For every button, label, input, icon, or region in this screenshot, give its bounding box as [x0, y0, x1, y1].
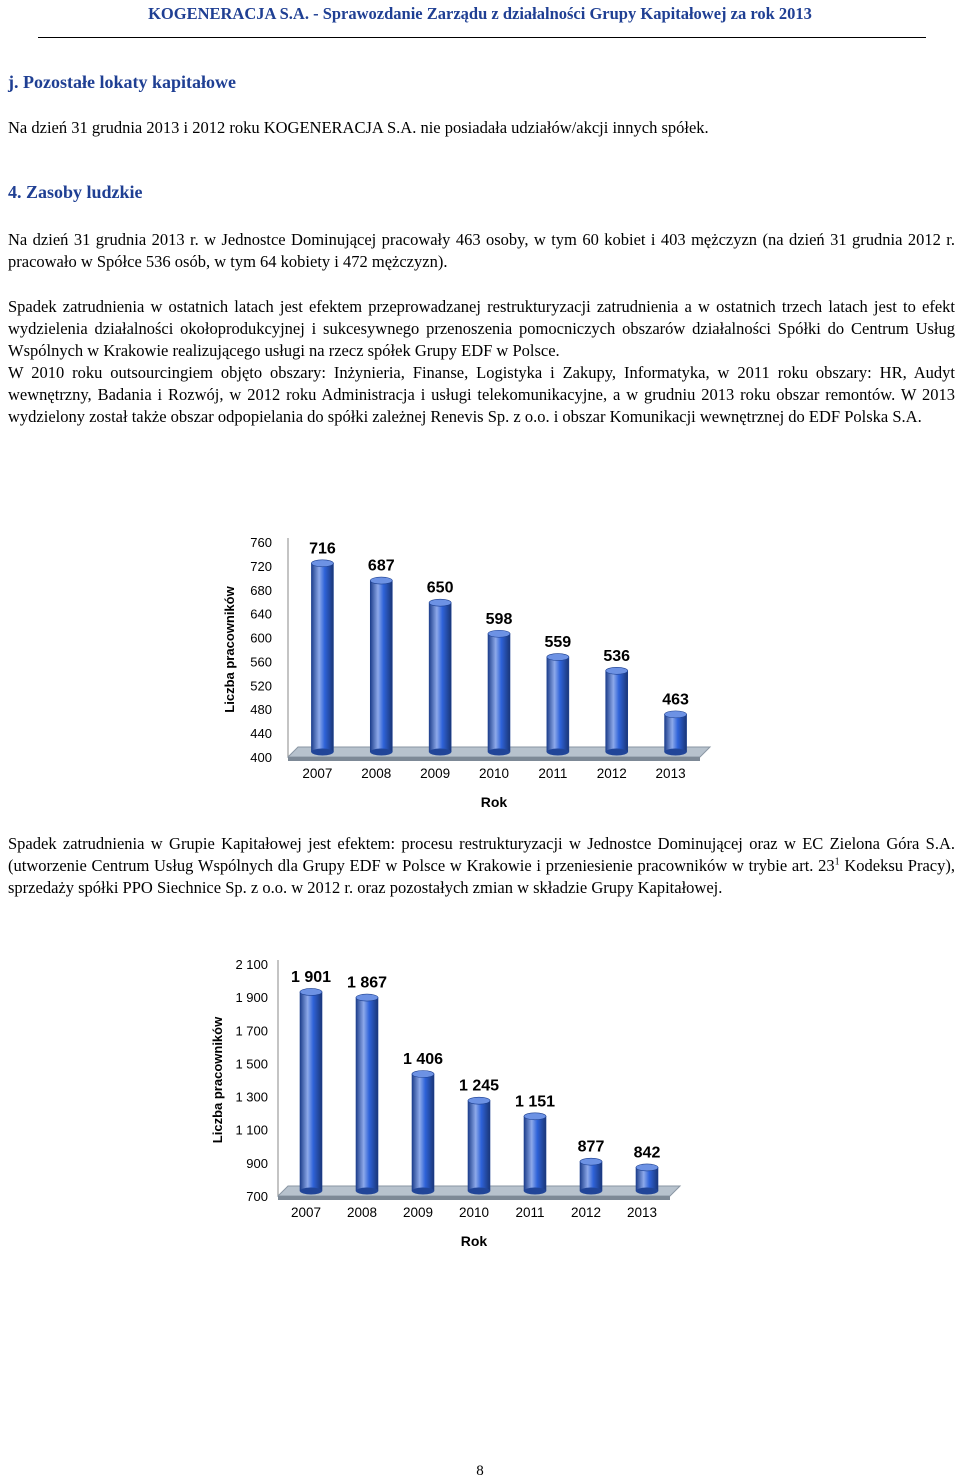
bar	[356, 998, 378, 1191]
x-tick-label: 2010	[458, 1205, 490, 1220]
bar-base	[356, 1188, 378, 1195]
bar	[370, 581, 392, 752]
data-label: 559	[544, 634, 572, 652]
x-tick-label: 2013	[655, 766, 686, 781]
data-label: 1 867	[346, 974, 388, 992]
x-tick-label: 2009	[402, 1205, 434, 1220]
article-superscript: 1	[834, 856, 840, 868]
y-tick-label: 640	[250, 606, 272, 622]
y-tick-label: 480	[250, 702, 272, 718]
bar-top	[636, 1164, 658, 1171]
bar-base	[547, 749, 569, 756]
group-decline-text-a: Spadek zatrudnienia w Grupie Kapitałowej jest efektem: procesu restrukturyzacji w Jednostce Dominującej oraz w EC Zielona Góra S.A. (utworzenie Centrum Usług Wspólnych dla Grupy EDF w Polsce w Krakowie i przeniesienie pracowników w trybie art. 23	[8, 834, 955, 875]
x-tick-label: 2007	[302, 766, 333, 781]
bar-top	[580, 1158, 602, 1165]
x-tick-label: 2013	[626, 1205, 658, 1220]
bar	[311, 563, 333, 752]
bar-top	[524, 1113, 546, 1120]
bar	[412, 1074, 434, 1191]
y-tick-label: 1 500	[235, 1056, 268, 1072]
bar	[580, 1162, 602, 1191]
x-tick-label: 2009	[420, 766, 451, 781]
bar	[300, 992, 322, 1191]
bar-base	[300, 1188, 322, 1195]
bar-top	[311, 560, 333, 567]
data-label: 598	[485, 610, 513, 628]
document-header: KOGENERACJA S.A. - Sprawozdanie Zarządu z działalności Grupy Kapitałowej za rok 2013	[148, 4, 812, 23]
y-axis-title: Liczba pracowników	[222, 586, 237, 713]
bar-top	[488, 630, 510, 637]
bar-base	[468, 1188, 490, 1195]
y-tick-label: 1 900	[235, 990, 268, 1006]
y-axis-title: Liczba pracowników	[210, 1016, 225, 1144]
group-decline-text-b: Kodeksu Pracy), sprzedaży spółki PPO Siechnice Sp. z o.o. w 2012 r. oraz pozostałych zmian w składzie Grupy Kapitałowej.	[8, 856, 955, 897]
bar-base	[524, 1188, 546, 1195]
paragraph-employment-2013: Na dzień 31 grudnia 2013 r. w Jednostce Dominującej pracowały 463 osoby, w tym 60 kobiet i 403 mężczyzn (na dzień 31 grudnia 2012 r. pracowało w Spółce 536 osób, w tym 64 kobiety i 472 mężczyzn).	[8, 230, 955, 271]
section-j-text: Na dzień 31 grudnia 2013 i 2012 roku KOGENERACJA S.A. nie posiadała udziałów/akcji innych spółek.	[8, 118, 709, 137]
y-tick-label: 1 300	[235, 1089, 268, 1105]
section-heading-4: 4. Zasoby ludzkie	[8, 182, 143, 202]
bar-base	[429, 749, 451, 756]
y-tick-label: 600	[250, 630, 272, 646]
bar-base	[412, 1188, 434, 1195]
bar-top	[300, 988, 322, 995]
data-label: 687	[367, 557, 395, 575]
y-tick-label: 1 700	[235, 1023, 268, 1039]
data-label: 536	[603, 647, 631, 665]
bar-top	[547, 654, 569, 661]
bar-top	[606, 667, 628, 674]
data-label: 1 406	[402, 1051, 444, 1069]
header-divider	[38, 37, 926, 38]
y-tick-label: 400	[250, 750, 272, 765]
chart-floor-edge	[288, 757, 700, 761]
y-tick-label: 560	[250, 654, 272, 670]
bar-top	[412, 1071, 434, 1078]
bar-top	[468, 1097, 490, 1104]
bar-base	[580, 1188, 602, 1195]
data-label: 463	[662, 691, 689, 709]
bar	[524, 1116, 546, 1191]
bar	[665, 714, 687, 752]
chart-employment-parent	[200, 520, 720, 820]
bar	[547, 657, 569, 752]
y-tick-label: 700	[246, 1189, 268, 1204]
paragraph-outsourcing: W 2010 roku outsourcingiem objęto obszary: Inżynieria, Finanse, Logistyka i Zakupy, Informatyka, w 2011 roku obszary: HR, Audyt wewnętrzny, Badania i Rozwój, w 2012 roku Administracja i usługi telekomunikacyjne, a w grudniu 2013 roku obszar remontów. W 2013 wydzielony został także obszar odpopielania do spółki zależnej Renevis Sp. z o.o. i obszar Komunikacji wewnętrznej do EDF Polska S.A.	[8, 363, 955, 426]
bar-top	[356, 994, 378, 1001]
data-label: 842	[633, 1144, 661, 1162]
x-tick-label: 2007	[290, 1205, 322, 1220]
page-number: 8	[476, 1463, 484, 1479]
data-label: 1 151	[514, 1093, 556, 1111]
bar-base	[665, 749, 687, 756]
bar-top	[429, 599, 451, 606]
bar	[488, 634, 510, 752]
y-tick-label: 680	[250, 582, 272, 598]
y-tick-label: 760	[250, 535, 272, 550]
x-tick-label: 2008	[346, 1205, 378, 1220]
bar	[429, 603, 451, 752]
bar-base	[488, 749, 510, 756]
y-tick-label: 1 100	[235, 1122, 268, 1138]
x-tick-label: 2012	[596, 766, 627, 781]
paragraph-employment-decline: Spadek zatrudnienia w ostatnich latach jest efektem przeprowadzanej restrukturyzacji zatrudnienia a w ostatnich trzech latach jest to efekt wydzielenia działalności okołoprodukcyjnej i sukcesywnego przenoszenia pomocniczych obszarów działalności Spółki do Centrum Usług Wspólnych w Krakowie realizującego usługi na rzecz spółek Grupy EDF w Polsce.	[8, 297, 955, 360]
y-tick-label: 440	[250, 726, 272, 742]
bar-base	[311, 749, 333, 756]
x-tick-label: 2011	[538, 766, 568, 781]
bar-top	[665, 711, 687, 718]
x-tick-label: 2011	[515, 1205, 545, 1220]
paragraph-group-decline	[8, 833, 955, 899]
bar	[606, 671, 628, 752]
data-label: 716	[309, 540, 336, 558]
x-axis-title: Rok	[480, 794, 508, 810]
bar-top	[370, 577, 392, 584]
data-label: 1 901	[290, 968, 332, 986]
y-tick-label: 900	[246, 1155, 268, 1171]
bar-base	[636, 1188, 658, 1195]
bar-base	[370, 749, 392, 756]
y-tick-label: 520	[250, 678, 272, 694]
data-label: 877	[577, 1138, 605, 1156]
x-tick-label: 2010	[478, 766, 510, 781]
bar	[468, 1101, 490, 1191]
x-tick-label: 2008	[361, 766, 392, 781]
chart-employment-group	[200, 950, 720, 1255]
y-tick-label: 2 100	[235, 957, 268, 972]
data-label: 650	[426, 579, 454, 597]
chart-floor-edge	[278, 1196, 670, 1200]
data-label: 1 245	[458, 1077, 500, 1095]
y-tick-label: 720	[250, 558, 272, 574]
x-axis-title: Rok	[460, 1233, 488, 1249]
section-heading-j: j. Pozostałe lokaty kapitałowe	[8, 72, 236, 92]
bar-base	[606, 749, 628, 756]
x-tick-label: 2012	[570, 1205, 602, 1220]
